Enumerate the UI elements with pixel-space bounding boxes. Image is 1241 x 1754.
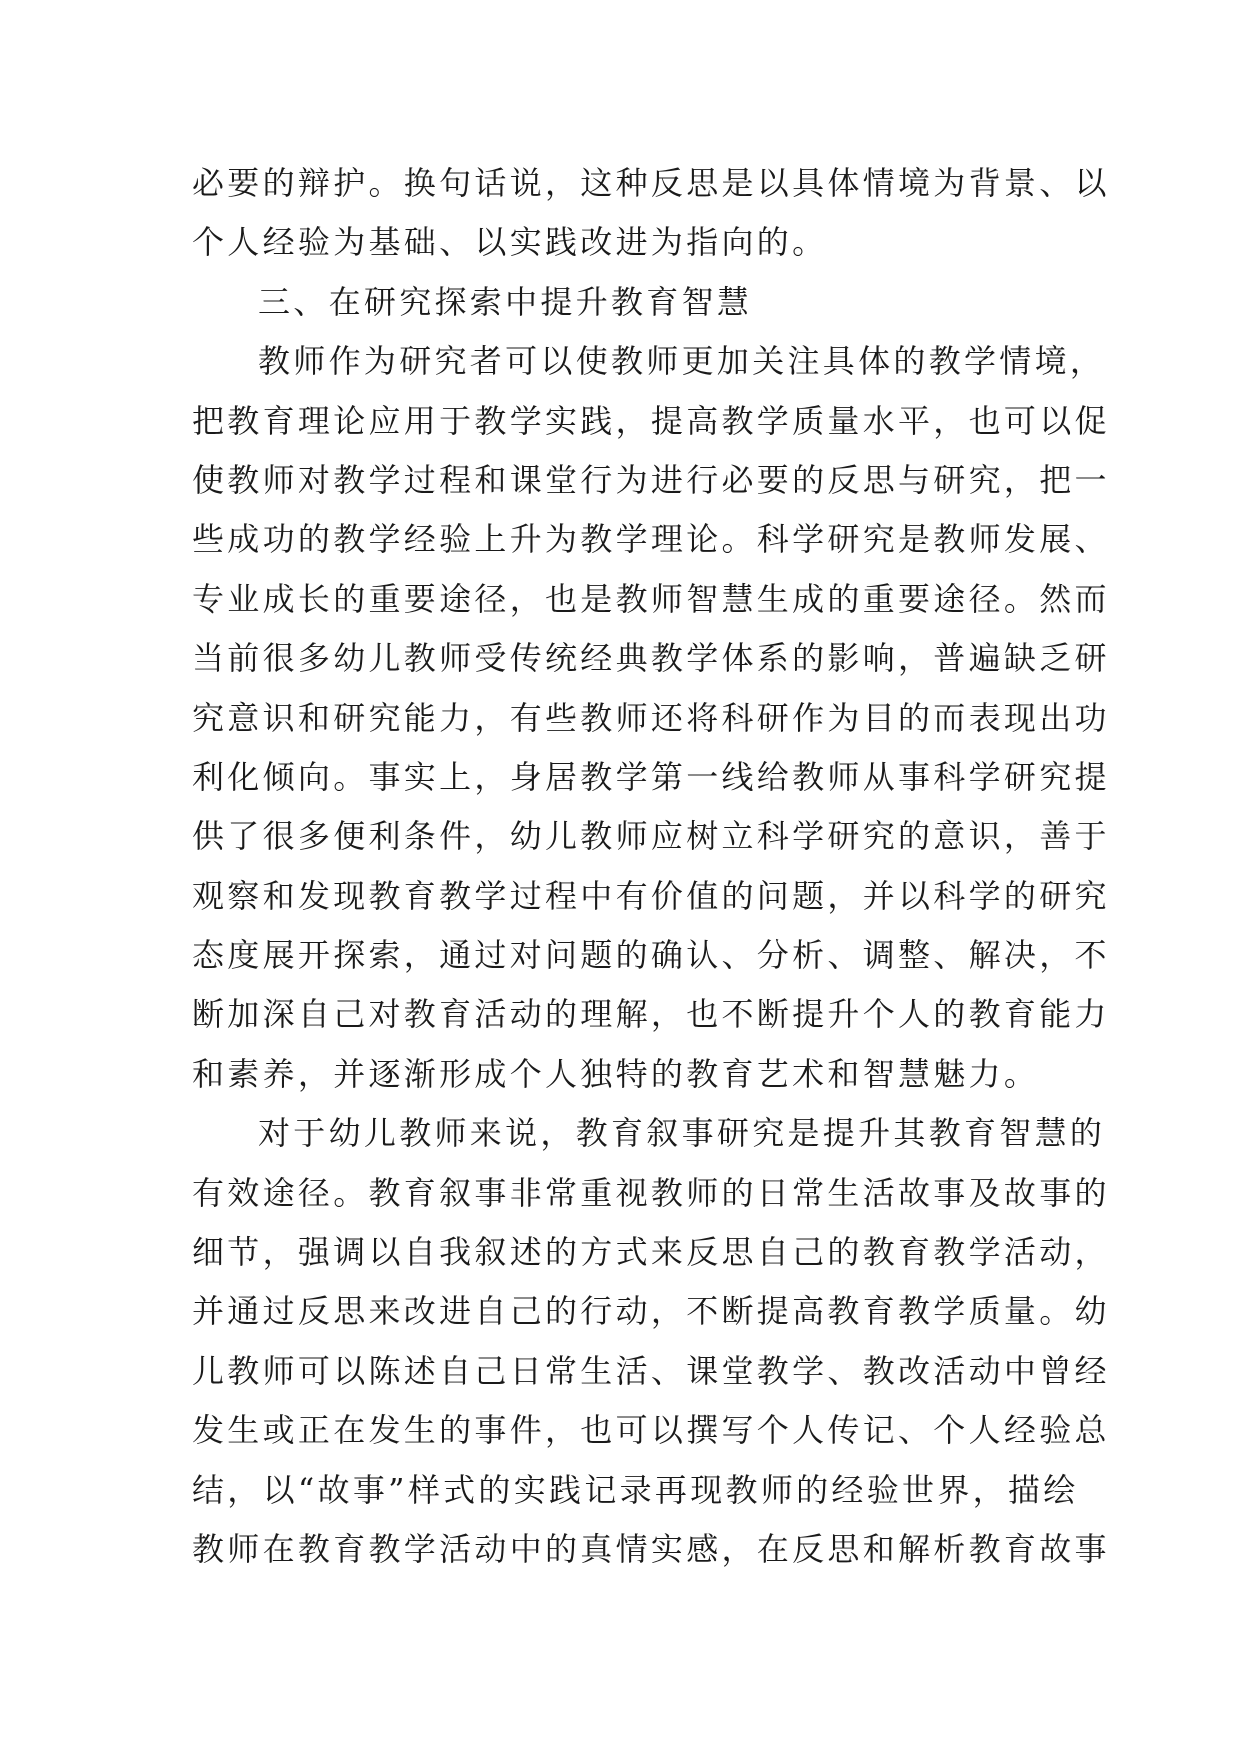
text-line: 对于幼儿教师来说，教育叙事研究是提升其教育智慧的 xyxy=(258,1114,1106,1153)
text-line: 观察和发现教育教学过程中有价值的问题，并以科学的研究 xyxy=(192,876,1110,915)
text-line: 当前很多幼儿教师受传统经典教学体系的影响，普遍缺乏研 xyxy=(192,639,1110,678)
text-line: 断加深自己对教育活动的理解，也不断提升个人的教育能力 xyxy=(192,995,1110,1034)
text-line: 和素养，并逐渐形成个人独特的教育艺术和智慧魅力。 xyxy=(192,1054,1040,1093)
text-line: 发生或正在发生的事件，也可以撰写个人传记、个人经验总 xyxy=(192,1411,1110,1450)
text-line: 使教师对教学过程和课堂行为进行必要的反思与研究，把一 xyxy=(192,460,1110,499)
text-line: 结，以“故事”样式的实践记录再现教师的经验世界，描绘 xyxy=(192,1470,1079,1509)
text-line: 并通过反思来改进自己的行动，不断提高教育教学质量。幼 xyxy=(192,1292,1110,1331)
text-line: 些成功的教学经验上升为教学理论。科学研究是教师发展、 xyxy=(192,520,1110,559)
text-line: 有效途径。教育叙事非常重视教师的日常生活故事及故事的 xyxy=(192,1173,1110,1212)
document-body xyxy=(192,154,1110,1579)
text-line: 利化倾向。事实上，身居教学第一线给教师从事科学研究提 xyxy=(192,757,1110,796)
text-line: 个人经验为基础、以实践改进为指向的。 xyxy=(192,223,828,262)
text-line: 教师在教育教学活动中的真情实感，在反思和解析教育故事 xyxy=(192,1529,1110,1568)
text-line: 究意识和研究能力，有些教师还将科研作为目的而表现出功 xyxy=(192,698,1110,737)
text-line: 儿教师可以陈述自己日常生活、课堂教学、教改活动中曾经 xyxy=(192,1351,1110,1390)
text-line: 态度展开探索，通过对问题的确认、分析、调整、解决，不 xyxy=(192,936,1110,975)
text-line: 把教育理论应用于教学实践，提高教学质量水平，也可以促 xyxy=(192,401,1110,440)
text-line: 专业成长的重要途径，也是教师智慧生成的重要途径。然而 xyxy=(192,579,1110,618)
text-line: 细节，强调以自我叙述的方式来反思自己的教育教学活动， xyxy=(192,1233,1110,1272)
text-line: 必要的辩护。换句话说，这种反思是以具体情境为背景、以 xyxy=(192,164,1110,202)
section-heading: 三、在研究探索中提升教育智慧 xyxy=(258,282,753,321)
text-line: 供了很多便利条件，幼儿教师应树立科学研究的意识，善于 xyxy=(192,817,1110,856)
text-line: 教师作为研究者可以使教师更加关注具体的教学情境， xyxy=(258,342,1106,381)
